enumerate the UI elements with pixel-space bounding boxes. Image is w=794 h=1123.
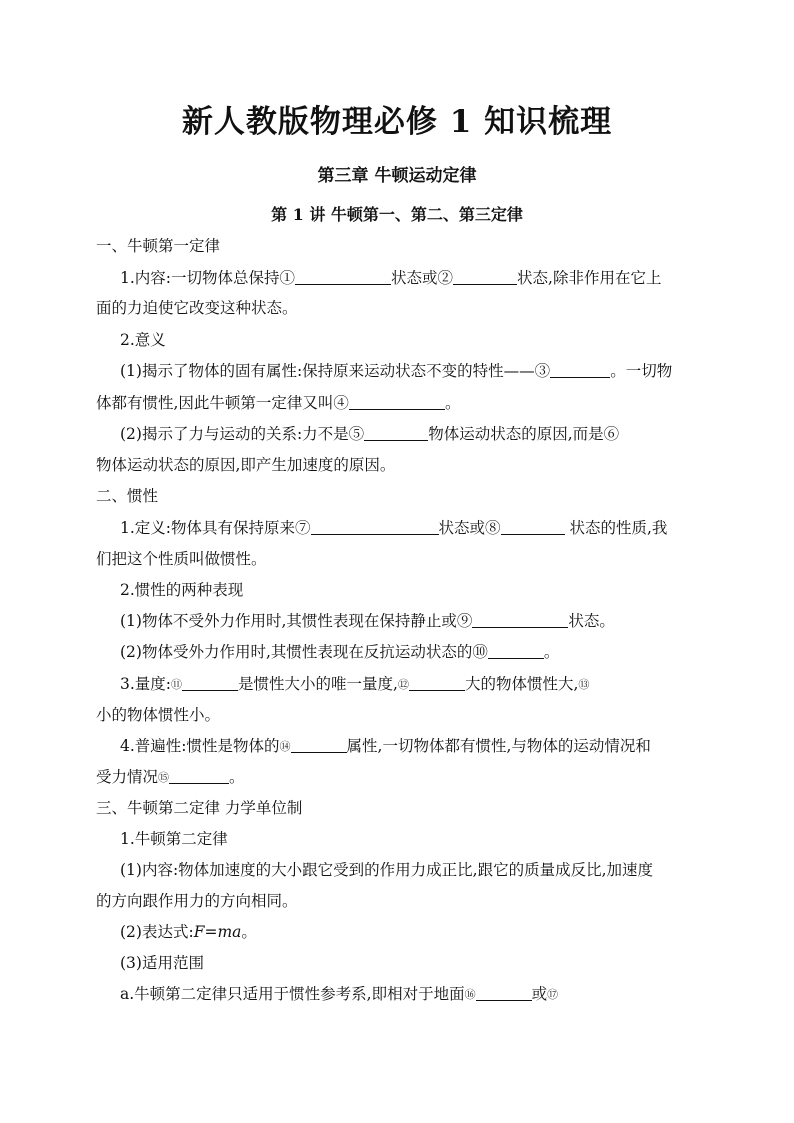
formula-force: F bbox=[193, 923, 205, 941]
lecture-heading: 第 1 讲 牛顿第一、第二、第三定律 bbox=[271, 205, 523, 224]
paragraph-significance-1: (1)揭示了物体的固有属性:保持原来运动状态不变的特性——③ 。一切物 bbox=[120, 362, 673, 380]
chapter-heading: 第三章 牛顿运动定律 bbox=[317, 166, 477, 186]
blank-7[interactable] bbox=[311, 519, 439, 535]
blank-10[interactable] bbox=[488, 643, 544, 659]
subheading-significance: 2.意义 bbox=[120, 331, 166, 349]
paragraph-inertia-measure-cont: 小的物体惯性小。 bbox=[96, 706, 221, 724]
formula-ma: ma bbox=[217, 923, 242, 941]
blank-4[interactable] bbox=[349, 394, 445, 410]
paragraph-scope-a: a.牛顿第二定律只适用于惯性参考系,即相对于地面⑯ 或⑰ bbox=[120, 985, 559, 1003]
blank-2[interactable] bbox=[453, 269, 517, 285]
blank-11[interactable] bbox=[182, 675, 238, 691]
paragraph-first-law-content: 1.内容:一切物体总保持① 状态或② 状态,除非作用在它上 bbox=[120, 269, 662, 287]
blank-3[interactable] bbox=[550, 362, 610, 378]
paragraph-significance-2-cont: 物体运动状态的原因,即产生加速度的原因。 bbox=[96, 456, 396, 474]
subheading-inertia-manifestations: 2.惯性的两种表现 bbox=[120, 581, 244, 599]
section-heading-inertia: 二、惯性 bbox=[96, 487, 159, 505]
blank-8[interactable] bbox=[501, 519, 565, 535]
paragraph-inertia-definition: 1.定义:物体具有保持原来⑦ 状态或⑧ 状态的性质,我 bbox=[120, 519, 668, 537]
paragraph-significance-2: (2)揭示了力与运动的关系:力不是⑤ 物体运动状态的原因,而是⑥ bbox=[120, 425, 620, 443]
document-title: 新人教版物理必修 1 知识梳理 bbox=[181, 104, 613, 140]
paragraph-inertia-definition-cont: 们把这个性质叫做惯性。 bbox=[96, 550, 267, 568]
blank-15[interactable] bbox=[169, 768, 229, 784]
paragraph-second-law-expression: (2)表达式:F=ma。 bbox=[120, 923, 257, 941]
paragraph-inertia-universality: 4.普遍性:惯性是物体的⑭ 属性,一切物体都有惯性,与物体的运动情况和 bbox=[120, 737, 651, 755]
paragraph-second-law-content: (1)内容:物体加速度的大小跟它受到的作用力成正比,跟它的质量成反比,加速度 bbox=[120, 861, 654, 879]
section-heading-newton-first-law: 一、牛顿第一定律 bbox=[96, 237, 221, 255]
subheading-second-law: 1.牛顿第二定律 bbox=[120, 830, 228, 848]
blank-16[interactable] bbox=[476, 985, 532, 1001]
paragraph-manifestation-1: (1)物体不受外力作用时,其惯性表现在保持静止或⑨ 状态。 bbox=[120, 612, 615, 630]
paragraph-first-law-content-cont: 面的力迫使它改变这种状态。 bbox=[96, 299, 298, 317]
paragraph-significance-1-cont: 体都有惯性,因此牛顿第一定律又叫④ 。 bbox=[96, 394, 461, 412]
paragraph-inertia-measure: 3.量度:⑪ 是惯性大小的唯一量度,⑫ 大的物体惯性大,⑬ bbox=[120, 675, 590, 693]
subheading-scope: (3)适用范围 bbox=[120, 954, 204, 972]
paragraph-inertia-universality-cont: 受力情况⑮ 。 bbox=[96, 768, 245, 786]
blank-9[interactable] bbox=[472, 612, 568, 628]
blank-1[interactable] bbox=[295, 269, 391, 285]
blank-14[interactable] bbox=[291, 737, 347, 753]
blank-12[interactable] bbox=[409, 675, 465, 691]
section-heading-newton-second-law: 三、牛顿第二定律 力学单位制 bbox=[96, 799, 303, 817]
paragraph-manifestation-2: (2)物体受外力作用时,其惯性表现在反抗运动状态的⑩ 。 bbox=[120, 643, 560, 661]
blank-5[interactable] bbox=[364, 425, 428, 441]
paragraph-second-law-content-cont: 的方向跟作用力的方向相同。 bbox=[96, 892, 298, 910]
